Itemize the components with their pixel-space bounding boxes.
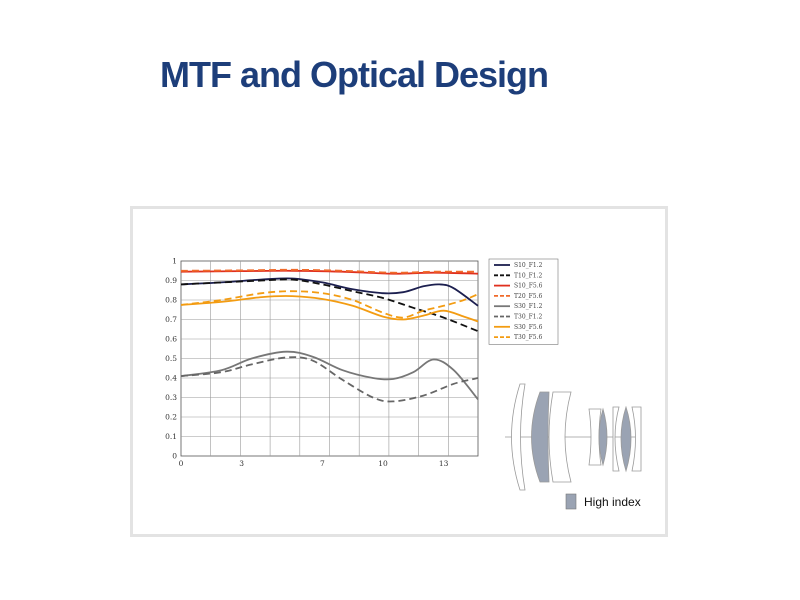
chart-legend [489, 259, 558, 344]
x-tick-label: 13 [438, 459, 449, 468]
x-tick-label: 0 [178, 459, 184, 468]
legend-item-label: T30_F5.6 [514, 334, 543, 342]
high-index-swatch [566, 494, 576, 509]
legend-item-label: S10_F5.6 [514, 282, 543, 290]
x-tick-label: 7 [320, 459, 325, 468]
x-tick-label: 10 [378, 459, 388, 468]
mtf-chart [165, 257, 478, 469]
y-tick-label: 1 [172, 256, 177, 266]
high-index-label: High index [584, 495, 641, 509]
mtf-figure [133, 209, 665, 534]
y-tick-label: 0.8 [165, 295, 177, 305]
legend-item-label: S30_F5.6 [514, 323, 543, 331]
y-tick-label: 0.6 [165, 334, 177, 344]
legend-item-label: T30_F1.2 [514, 313, 543, 321]
y-tick-label: 0 [172, 451, 177, 461]
legend-item-label: T20_F5.6 [514, 292, 543, 300]
y-tick-label: 0.9 [165, 276, 177, 285]
y-tick-label: 0.4 [165, 373, 177, 383]
x-tick-label: 3 [239, 459, 245, 468]
legend-item-label: S30_F1.2 [514, 303, 543, 311]
lens-element-6 [613, 407, 619, 471]
page-title: MTF and Optical Design [160, 54, 549, 95]
lens-diagram [505, 384, 641, 509]
lens-element-8 [632, 407, 641, 471]
y-tick-label: 0.3 [165, 393, 177, 402]
legend-item-label: S10_F1.2 [514, 262, 543, 269]
y-tick-label: 0.5 [165, 354, 177, 363]
legend-item-label: T10_F1.2 [514, 272, 543, 280]
y-tick-label: 0.7 [165, 315, 177, 324]
y-tick-label: 0.2 [165, 412, 177, 422]
y-tick-label: 0.1 [165, 432, 177, 441]
figure-panel [130, 206, 668, 537]
lens-element-7-high-index [621, 407, 631, 471]
lens-element-2-high-index [532, 392, 550, 482]
